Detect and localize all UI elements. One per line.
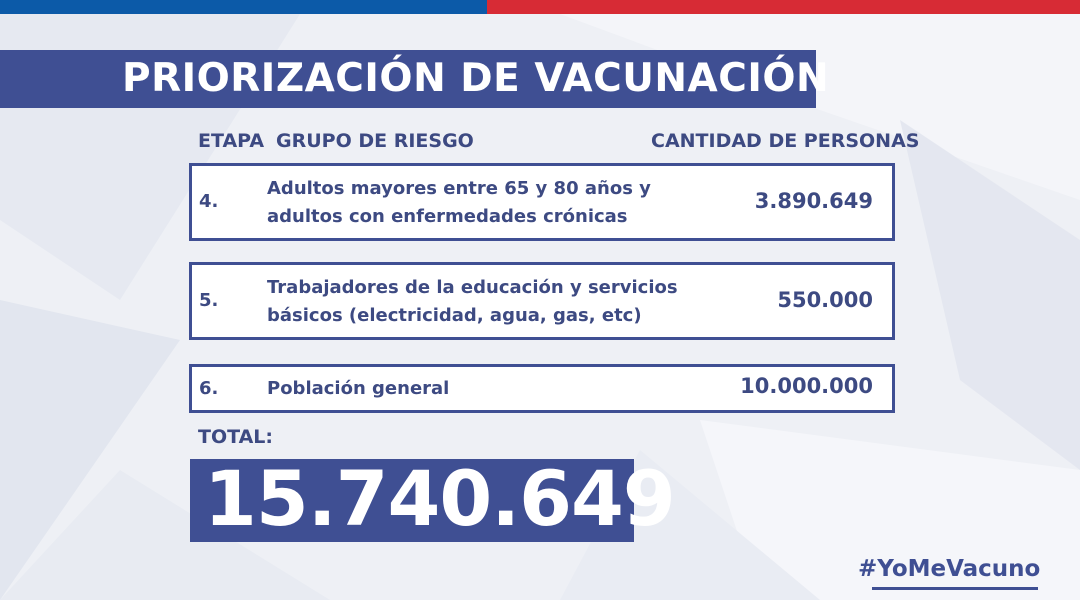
stage-number: 4. — [199, 191, 219, 212]
total-label: TOTAL: — [198, 426, 274, 448]
table-row — [189, 262, 895, 340]
people-count: 10.000.000 — [740, 374, 873, 398]
column-header-cantidad: CANTIDAD DE PERSONAS — [651, 130, 920, 152]
risk-group-line: Población general — [267, 378, 450, 399]
total-value: 15.740.649 — [204, 454, 675, 543]
flag-stripe-blue — [0, 0, 487, 14]
risk-group-line: adultos con enfermedades crónicas — [267, 206, 628, 227]
people-count: 550.000 — [777, 288, 873, 312]
title-banner — [0, 50, 830, 108]
risk-group — [267, 375, 449, 403]
table-row — [189, 364, 895, 413]
risk-group-line: básicos (electricidad, agua, gas, etc) — [267, 305, 642, 326]
risk-group-line: Adultos mayores entre 65 y 80 años y — [267, 178, 651, 199]
hashtag: #YoMeVacuno — [858, 556, 1041, 582]
flag-stripe-red — [487, 0, 1080, 14]
risk-group — [267, 175, 651, 231]
risk-group — [267, 274, 678, 330]
column-header-etapa: ETAPA — [198, 130, 265, 152]
table-row — [189, 163, 895, 241]
risk-group-line: Trabajadores de la educación y servicios — [267, 277, 678, 298]
column-header-grupo: GRUPO DE RIESGO — [276, 130, 474, 152]
stage-number: 5. — [199, 290, 219, 311]
page-title: PRIORIZACIÓN DE VACUNACIÓN — [122, 56, 830, 101]
hashtag-underline — [872, 587, 1038, 590]
people-count: 3.890.649 — [754, 189, 873, 213]
total-box — [190, 454, 675, 543]
stage-number: 6. — [199, 378, 219, 399]
